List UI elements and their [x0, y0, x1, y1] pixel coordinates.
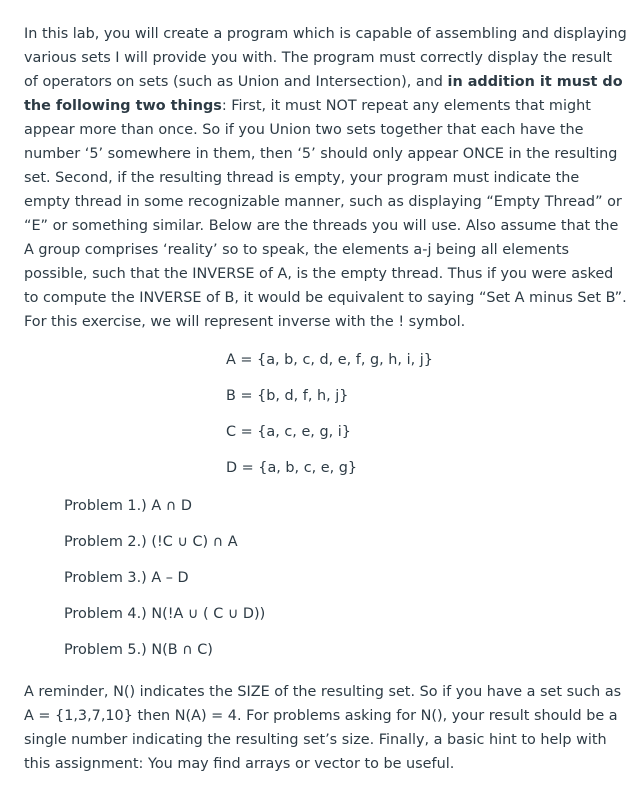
reminder-paragraph: A reminder, N() indicates the SIZE of the resulting set. So if you have a set such as A = {1,3,7,10} then N(A) = 4. For problems asking for N(), your result should be a single number indicating the resulting set’s size. Finally, a basic hint to help with this assignment: You may find arrays or vector to be useful.: [24, 684, 622, 772]
intro-bold-text: in addition it must do the following two things: [24, 74, 623, 114]
set-definitions: [226, 348, 628, 492]
problem-5: Problem 5.) N(B ∩ C): [64, 642, 213, 658]
intro-text-part1: In this lab, you will create a program which is capable of assembling and displaying various sets I will provide you with. The program must correctly display the result of operators on sets (such as Union and Intersection), and: [24, 26, 627, 90]
set-d-definition: D = {a, b, c, e, g}: [226, 460, 358, 476]
problem-2: Problem 2.) (!C ∪ C) ∩ A: [64, 534, 238, 550]
set-c-definition: C = {a, c, e, g, i}: [226, 424, 351, 440]
set-a-definition: A = {a, b, c, d, e, f, g, h, i, j}: [226, 352, 433, 368]
problem-1: Problem 1.) A ∩ D: [64, 498, 192, 514]
problem-4: Problem 4.) N(!A ∪ ( C ∪ D)): [64, 606, 266, 622]
set-b-definition: B = {b, d, f, h, j}: [226, 388, 349, 404]
intro-paragraph: [24, 22, 628, 334]
problem-3: Problem 3.) A – D: [64, 570, 189, 586]
intro-text-part2: : First, it must NOT repeat any elements that might appear more than once. So if you Union two sets together that each have the number ‘5’ somewhere in them, then ‘5’ should only appear ONCE in the resulting set. Second, if the resulting thread is empty, your program must indicate the empty thread in some recognizable manner, such as displaying “Empty Thread” or “E” or something similar. Below are the threads you will use. Also assume that the A group comprises ‘reality’ so to speak, the elements a-j being all elements possible, such that the INVERSE of A, is the empty thread. Thus if you were asked to compute the INVERSE of B, it would be equivalent to saying “Set A minus Set B”. For this exercise, we will represent inverse with the ! symbol.: [24, 98, 627, 330]
problem-list: [64, 494, 628, 674]
assignment-document: [24, 22, 628, 776]
